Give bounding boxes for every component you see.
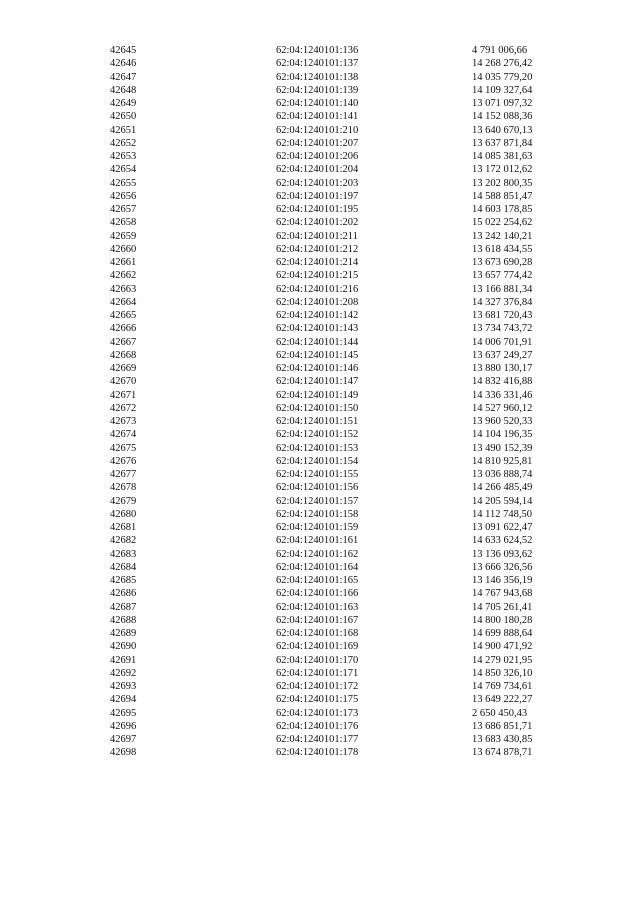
table-row [0, 495, 640, 508]
row-number: 42677 [110, 469, 137, 480]
table-row [0, 534, 640, 547]
cadastral-value: 13 637 249,27 [472, 349, 533, 361]
cadastral-value: 13 734 743,72 [472, 323, 533, 335]
cadastral-value: 2 650 450,43 [472, 707, 528, 719]
cadastral-number: 62:04:1240101:207 [276, 137, 359, 149]
cadastral-value: 13 686 851,71 [472, 720, 533, 732]
cadastral-value: 14 769 734,61 [472, 681, 533, 692]
cadastral-number: 62:04:1240101:155 [276, 469, 359, 480]
cadastral-value: 14 767 943,68 [472, 588, 533, 600]
table-row [0, 481, 640, 494]
row-number: 42682 [110, 535, 137, 547]
cadastral-number: 62:04:1240101:146 [276, 363, 359, 374]
cadastral-number: 62:04:1240101:137 [276, 58, 359, 70]
cadastral-number: 62:04:1240101:150 [276, 402, 359, 414]
cadastral-number: 62:04:1240101:169 [276, 641, 359, 653]
cadastral-value: 14 268 276,42 [472, 58, 533, 70]
table-row [0, 203, 640, 216]
row-number: 42680 [110, 508, 137, 520]
cadastral-number: 62:04:1240101:176 [276, 720, 359, 732]
row-number: 42671 [110, 389, 137, 401]
table-row [0, 707, 640, 720]
cadastral-number: 62:04:1240101:173 [276, 707, 359, 719]
cadastral-number: 62:04:1240101:167 [276, 614, 359, 626]
table-row [0, 415, 640, 428]
table-row [0, 110, 640, 123]
cadastral-number: 62:04:1240101:203 [276, 177, 359, 189]
cadastral-number: 62:04:1240101:170 [276, 654, 359, 666]
table-row [0, 256, 640, 269]
cadastral-value: 14 832 416,88 [472, 376, 533, 388]
cadastral-number: 62:04:1240101:147 [276, 376, 359, 388]
row-number: 42670 [110, 376, 137, 388]
table-row [0, 720, 640, 733]
row-number: 42691 [110, 654, 137, 666]
row-number: 42692 [110, 667, 137, 679]
cadastral-number: 62:04:1240101:138 [276, 71, 359, 83]
cadastral-value: 13 618 434,55 [472, 243, 533, 255]
table-row [0, 150, 640, 163]
cadastral-value: 13 036 888,74 [472, 469, 533, 480]
row-number: 42653 [110, 151, 137, 162]
cadastral-value: 13 166 881,34 [472, 283, 533, 295]
table-row [0, 97, 640, 110]
table-row [0, 614, 640, 627]
cadastral-number: 62:04:1240101:145 [276, 349, 359, 361]
row-number: 42657 [110, 204, 137, 215]
row-number: 42658 [110, 217, 137, 229]
cadastral-number: 62:04:1240101:142 [276, 310, 359, 321]
row-number: 42673 [110, 416, 137, 427]
cadastral-value: 14 603 178,85 [472, 204, 533, 215]
cadastral-number: 62:04:1240101:151 [276, 416, 359, 427]
cadastral-number: 62:04:1240101:168 [276, 628, 359, 639]
cadastral-value: 14 800 180,28 [472, 614, 533, 626]
table-row [0, 177, 640, 190]
cadastral-value: 14 104 196,35 [472, 429, 533, 441]
cadastral-number: 62:04:1240101:215 [276, 270, 359, 282]
row-number: 42647 [110, 71, 137, 83]
cadastral-number: 62:04:1240101:202 [276, 217, 359, 229]
cadastral-value: 13 683 430,85 [472, 734, 533, 745]
table-row [0, 574, 640, 587]
table-row [0, 667, 640, 680]
cadastral-value: 14 085 381,63 [472, 151, 533, 162]
cadastral-number: 62:04:1240101:206 [276, 151, 359, 162]
row-number: 42694 [110, 694, 137, 706]
cadastral-number: 62:04:1240101:214 [276, 257, 359, 268]
table-row [0, 601, 640, 614]
cadastral-value: 13 681 720,43 [472, 310, 533, 321]
cadastral-number: 62:04:1240101:152 [276, 429, 359, 441]
table-row [0, 269, 640, 282]
cadastral-number: 62:04:1240101:161 [276, 535, 359, 547]
cadastral-number: 62:04:1240101:156 [276, 482, 359, 494]
cadastral-value: 14 279 021,95 [472, 654, 533, 666]
row-number: 42684 [110, 561, 137, 573]
cadastral-number: 62:04:1240101:172 [276, 681, 359, 692]
table-row [0, 137, 640, 150]
row-number: 42683 [110, 548, 137, 560]
cadastral-number: 62:04:1240101:175 [276, 694, 359, 706]
cadastral-value: 13 880 130,17 [472, 363, 533, 374]
row-number: 42655 [110, 177, 137, 189]
row-number: 42688 [110, 614, 137, 626]
cadastral-number: 62:04:1240101:163 [276, 601, 359, 613]
row-number: 42674 [110, 429, 137, 441]
table-row [0, 587, 640, 600]
cadastral-value: 13 674 878,71 [472, 747, 533, 759]
cadastral-number: 62:04:1240101:144 [276, 336, 359, 348]
cadastral-value: 14 705 261,41 [472, 601, 533, 613]
row-number: 42678 [110, 482, 137, 494]
cadastral-number: 62:04:1240101:140 [276, 98, 359, 109]
table-row [0, 216, 640, 229]
row-number: 42698 [110, 747, 137, 759]
cadastral-value: 14 336 331,46 [472, 389, 533, 401]
row-number: 42654 [110, 164, 137, 176]
cadastral-number: 62:04:1240101:141 [276, 111, 359, 123]
cadastral-number: 62:04:1240101:159 [276, 522, 359, 533]
table-row [0, 521, 640, 534]
table-row [0, 309, 640, 322]
row-number: 42652 [110, 137, 137, 149]
table-row [0, 163, 640, 176]
cadastral-value: 13 673 690,28 [472, 257, 533, 268]
cadastral-number: 62:04:1240101:204 [276, 164, 359, 176]
row-number: 42656 [110, 190, 137, 202]
table-row [0, 44, 640, 57]
row-number: 42645 [110, 45, 137, 56]
cadastral-value: 13 666 326,56 [472, 561, 533, 573]
cadastral-value: 13 071 097,32 [472, 98, 533, 109]
cadastral-value: 13 637 871,84 [472, 137, 533, 149]
row-number: 42687 [110, 601, 137, 613]
row-number: 42660 [110, 243, 137, 255]
cadastral-number: 62:04:1240101:158 [276, 508, 359, 520]
row-number: 42669 [110, 363, 137, 374]
table-row [0, 362, 640, 375]
cadastral-value: 14 699 888,64 [472, 628, 533, 639]
cadastral-number: 62:04:1240101:212 [276, 243, 359, 255]
row-number: 42665 [110, 310, 137, 321]
cadastral-value: 14 633 624,52 [472, 535, 533, 547]
cadastral-value: 14 327 376,84 [472, 296, 533, 308]
cadastral-number: 62:04:1240101:208 [276, 296, 359, 308]
table-row [0, 468, 640, 481]
row-number: 42696 [110, 720, 137, 732]
row-number: 42663 [110, 283, 137, 295]
cadastral-value: 14 266 485,49 [472, 482, 533, 494]
row-number: 42676 [110, 455, 137, 467]
table-row [0, 733, 640, 746]
cadastral-number: 62:04:1240101:177 [276, 734, 359, 745]
cadastral-number: 62:04:1240101:171 [276, 667, 359, 679]
cadastral-number: 62:04:1240101:143 [276, 323, 359, 335]
table-row [0, 654, 640, 667]
row-number: 42666 [110, 323, 137, 335]
cadastral-number: 62:04:1240101:197 [276, 190, 359, 202]
cadastral-number: 62:04:1240101:153 [276, 442, 359, 454]
cadastral-value: 13 091 622,47 [472, 522, 533, 533]
cadastral-number: 62:04:1240101:139 [276, 84, 359, 96]
cadastral-value: 14 205 594,14 [472, 495, 533, 507]
cadastral-number: 62:04:1240101:162 [276, 548, 359, 560]
cadastral-value: 14 035 779,20 [472, 71, 533, 83]
cadastral-number: 62:04:1240101:157 [276, 495, 359, 507]
cadastral-value: 15 022 254,62 [472, 217, 533, 229]
row-number: 42646 [110, 58, 137, 70]
table-row [0, 283, 640, 296]
cadastral-number: 62:04:1240101:165 [276, 575, 359, 586]
cadastral-value: 13 640 670,13 [472, 124, 533, 136]
table-row [0, 627, 640, 640]
table-row [0, 322, 640, 335]
table-row [0, 442, 640, 455]
row-number: 42650 [110, 111, 137, 123]
cadastral-number: 62:04:1240101:211 [276, 230, 358, 242]
table-row [0, 455, 640, 468]
cadastral-value: 14 006 701,91 [472, 336, 533, 348]
table-row [0, 428, 640, 441]
table-row [0, 349, 640, 362]
cadastral-value: 14 588 851,47 [472, 190, 533, 202]
cadastral-value: 13 136 093,62 [472, 548, 533, 560]
cadastral-value: 4 791 006,66 [472, 45, 528, 56]
cadastral-value: 14 900 471,92 [472, 641, 533, 653]
row-number: 42672 [110, 402, 137, 414]
row-number: 42648 [110, 84, 137, 96]
row-number: 42685 [110, 575, 137, 586]
row-number: 42695 [110, 707, 137, 719]
cadastral-number: 62:04:1240101:164 [276, 561, 359, 573]
row-number: 42668 [110, 349, 137, 361]
cadastral-number: 62:04:1240101:216 [276, 283, 359, 295]
table-row [0, 71, 640, 84]
cadastral-value: 14 527 960,12 [472, 402, 533, 414]
table-row [0, 402, 640, 415]
cadastral-number: 62:04:1240101:166 [276, 588, 359, 600]
row-number: 42662 [110, 270, 137, 282]
cadastral-value: 13 657 774,42 [472, 270, 533, 282]
cadastral-value: 13 202 800,35 [472, 177, 533, 189]
cadastral-number: 62:04:1240101:195 [276, 204, 359, 215]
cadastral-number: 62:04:1240101:178 [276, 747, 359, 759]
row-number: 42697 [110, 734, 137, 745]
cadastral-number: 62:04:1240101:136 [276, 45, 359, 56]
row-number: 42661 [110, 257, 137, 268]
row-number: 42659 [110, 230, 137, 242]
table-row [0, 124, 640, 137]
table-row [0, 561, 640, 574]
table-row [0, 84, 640, 97]
row-number: 42689 [110, 628, 137, 639]
cadastral-value: 14 850 326,10 [472, 667, 533, 679]
cadastral-value: 13 146 356,19 [472, 575, 533, 586]
cadastral-number: 62:04:1240101:149 [276, 389, 359, 401]
table-row [0, 57, 640, 70]
cadastral-number: 62:04:1240101:154 [276, 455, 359, 467]
row-number: 42693 [110, 681, 137, 692]
cadastral-value: 14 109 327,64 [472, 84, 533, 96]
table-row [0, 693, 640, 706]
table-row [0, 640, 640, 653]
table-row [0, 230, 640, 243]
row-number: 42664 [110, 296, 137, 308]
table-row [0, 336, 640, 349]
cadastral-value: 14 112 748,50 [472, 508, 532, 520]
table-row [0, 190, 640, 203]
row-number: 42649 [110, 98, 137, 109]
cadastral-value: 13 242 140,21 [472, 230, 533, 242]
row-number: 42690 [110, 641, 137, 653]
cadastral-value: 13 649 222,27 [472, 694, 533, 706]
table-row [0, 680, 640, 693]
cadastral-value: 14 152 088,36 [472, 111, 533, 123]
table-row [0, 389, 640, 402]
row-number: 42651 [110, 124, 137, 136]
row-number: 42681 [110, 522, 137, 533]
row-number: 42679 [110, 495, 137, 507]
cadastral-value: 13 960 520,33 [472, 416, 533, 427]
cadastral-value-table [0, 44, 640, 760]
row-number: 42675 [110, 442, 137, 454]
table-row [0, 375, 640, 388]
cadastral-value: 13 490 152,39 [472, 442, 533, 454]
table-row [0, 296, 640, 309]
table-row [0, 243, 640, 256]
table-row [0, 508, 640, 521]
row-number: 42686 [110, 588, 137, 600]
table-row [0, 746, 640, 759]
table-row [0, 548, 640, 561]
cadastral-value: 13 172 012,62 [472, 164, 533, 176]
row-number: 42667 [110, 336, 137, 348]
cadastral-value: 14 810 925,81 [472, 455, 533, 467]
cadastral-number: 62:04:1240101:210 [276, 124, 359, 136]
